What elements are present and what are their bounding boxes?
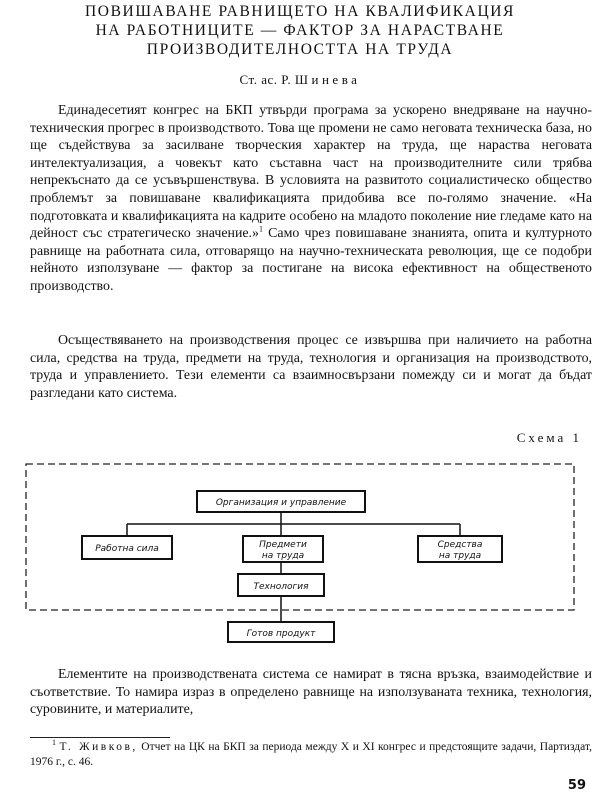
footnote xyxy=(30,740,592,770)
box-objects-label-2: на труда xyxy=(261,551,305,561)
page-number: 59 xyxy=(567,778,586,793)
box-means-label-2: на труда xyxy=(438,551,482,561)
footnote-author: Т. Живков, xyxy=(59,741,138,753)
box-objects-label-1: Предмети xyxy=(259,540,307,550)
scheme-label: Схема 1 xyxy=(516,430,582,445)
paragraph-1-text: Единадесетият конгрес на БКП утвърди програма за ускорено внедряване на научно-техническия прогрес в производството. Това ще промени не само неговата техническа база, но ще съдействува за засилване творческия характер на труда, ще нараства неговата интелектуализация, а човекът като съставна част на производителните сили трябва непрекъснато да се усъвършенствува. В условията на развитото социалистическо общество проблемът за повишаване квалификацията придобива все по-голямо значение. «На подготовката и квалификацията на кадрите особено на младото поколение ние гледаме като на дейност със стратегическо значение.» xyxy=(30,103,592,242)
footnote-separator xyxy=(30,737,170,738)
author-line xyxy=(0,72,600,88)
paragraph-2: Осъществяването на производствения процес се извършва при наличието на работна сила, средства на труда, предмети на труда, технология и организация на производството, труда и управлението. Тези елементи са взаимносвързани помежду си и могат да бъдат разгледани като система. xyxy=(30,333,592,401)
box-means-label-1: Средства xyxy=(437,540,483,550)
title-line: ПРОИЗВОДИТЕЛНОСТТА НА ТРУДА xyxy=(146,41,454,58)
scheme-diagram xyxy=(0,450,600,655)
article-title xyxy=(40,2,560,59)
paragraph-1 xyxy=(30,102,592,296)
box-technology-label: Технология xyxy=(253,582,309,592)
footnote-reference[interactable]: 1 xyxy=(258,224,263,234)
paragraph-3: Елементите на производствената система се намират в тясна връзка, взаимодействие и съответствие. То намира израз в определено равнище на използуваната техника, технология, суровините, и материалите, xyxy=(30,667,592,718)
title-line: ПОВИШАВАНЕ РАВНИЩЕТО НА КВАЛИФИКАЦИЯ xyxy=(85,3,515,20)
footnote-text: Отчет на ЦК на БКП за периода между X и XI конгрес и предстоящите задачи, Партиздат, 1976 г., с. 46. xyxy=(30,741,592,768)
author-prefix: Ст. ас. Р. xyxy=(239,72,292,87)
author-name: Шинева xyxy=(294,72,361,87)
box-product-label: Готов продукт xyxy=(246,629,316,639)
box-organization-label: Организация и управление xyxy=(215,498,347,508)
title-line: НА РАБОТНИЦИТЕ — ФАКТОР ЗА НАРАСТВАНЕ xyxy=(95,22,505,39)
box-labor-label: Работна сила xyxy=(95,544,159,554)
footnote-number: 1 xyxy=(52,738,56,748)
paragraph-1-text-continued: Само чрез повишаване знанията, опита и културното равнище на работната сила, отговарящо на научно-техническата революция, ще се подобри нейното използуване — фактор за постигане на висока ефективност на общественото производство. xyxy=(30,226,592,294)
